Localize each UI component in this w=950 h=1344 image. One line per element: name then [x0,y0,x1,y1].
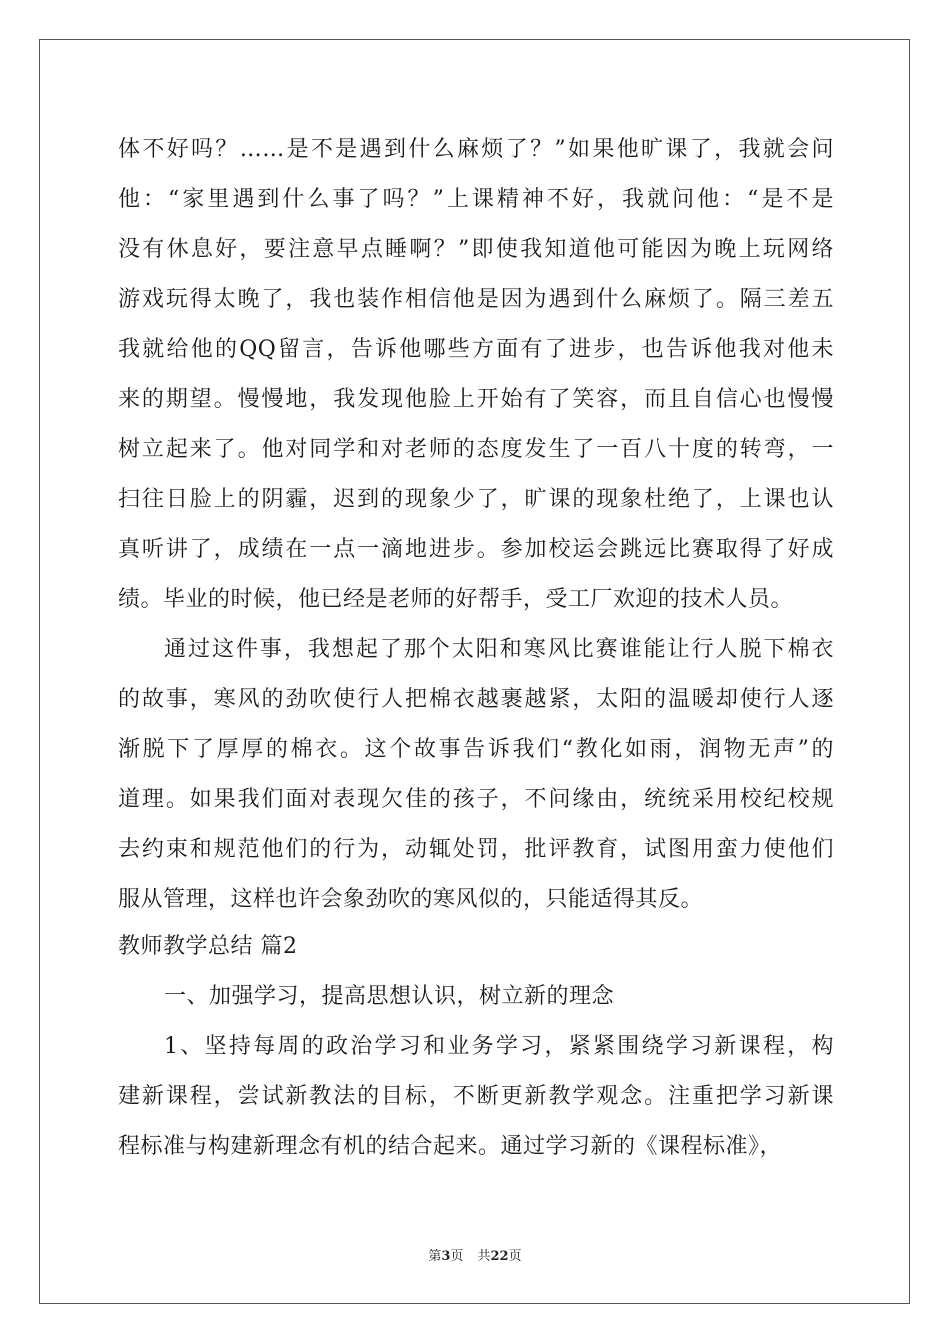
text-line: 渐脱下了厚厚的棉衣。这个故事告诉我们“教化如雨，润物无声”的 [118,737,834,762]
text-line: 通过这件事，我想起了那个太阳和寒风比赛谁能让行人脱下棉衣 [164,637,834,662]
page-current: 3 [441,1249,451,1264]
text-line: 1、坚持每周的政治学习和业务学习，紧紧围绕学习新课程，构 [164,1034,834,1059]
text-line: 扫往日脸上的阴霾，迟到的现象少了，旷课的现象杜绝了，上课也认 [118,487,834,512]
text-line: 教师教学总结 篇2 [118,934,298,959]
text-line: 服从管理，这样也许会象劲吹的寒风似的，只能适得其反。 [118,887,704,912]
text-line: 的故事，寒风的劲吹使行人把棉衣越裹越紧，太阳的温暖却使行人逐 [118,687,834,712]
text-line: 游戏玩得太晚了，我也装作相信他是因为遇到什么麻烦了。隔三差五 [118,287,834,312]
text-line: 我就给他的QQ留言，告诉他哪些方面有了进步，也告诉他我对他未 [118,337,834,362]
text-line: 一、加强学习，提高思想认识，树立新的理念 [164,984,615,1009]
text-line: 程标准与构建新理念有机的结合起来。通过学习新的《课程标准》， [118,1134,783,1159]
page-border [39,39,910,1304]
text-line: 来的期望。慢慢地，我发现他脸上开始有了笑容，而且自信心也慢慢 [118,387,834,412]
text-line: 去约束和规范他们的行为，动辄处罚，批评教育，试图用蛮力使他们 [118,837,834,862]
page-total: 22 [490,1249,509,1264]
total-suffix: 页 [508,1249,522,1264]
text-line: 他：“家里遇到什么事了吗？”上课精神不好，我就问他：“是不是 [118,187,834,212]
text-line: 道理。如果我们面对表现欠佳的孩子，不问缘由，统统采用校纪校规 [118,787,834,812]
total-prefix: 共 [477,1249,491,1264]
page-prefix: 第 [428,1249,442,1264]
text-line: 绩。毕业的时候，他已经是老师的好帮手，受工厂欢迎的技术人员。 [118,587,794,612]
text-line: 树立起来了。他对同学和对老师的态度发生了一百八十度的转弯，一 [118,437,834,462]
page-footer [0,1248,950,1266]
text-line: 真听讲了，成绩在一点一滴地进步。参加校运会跳远比赛取得了好成 [118,537,834,562]
page-suffix: 页 [450,1249,464,1264]
text-line: 体不好吗？……是不是遇到什么麻烦了？”如果他旷课了，我就会问 [118,137,834,162]
text-line: 建新课程，尝试新教法的目标，不断更新教学观念。注重把学习新课 [118,1084,834,1109]
text-line: 没有休息好，要注意早点睡啊？”即使我知道他可能因为晚上玩网络 [118,237,834,262]
